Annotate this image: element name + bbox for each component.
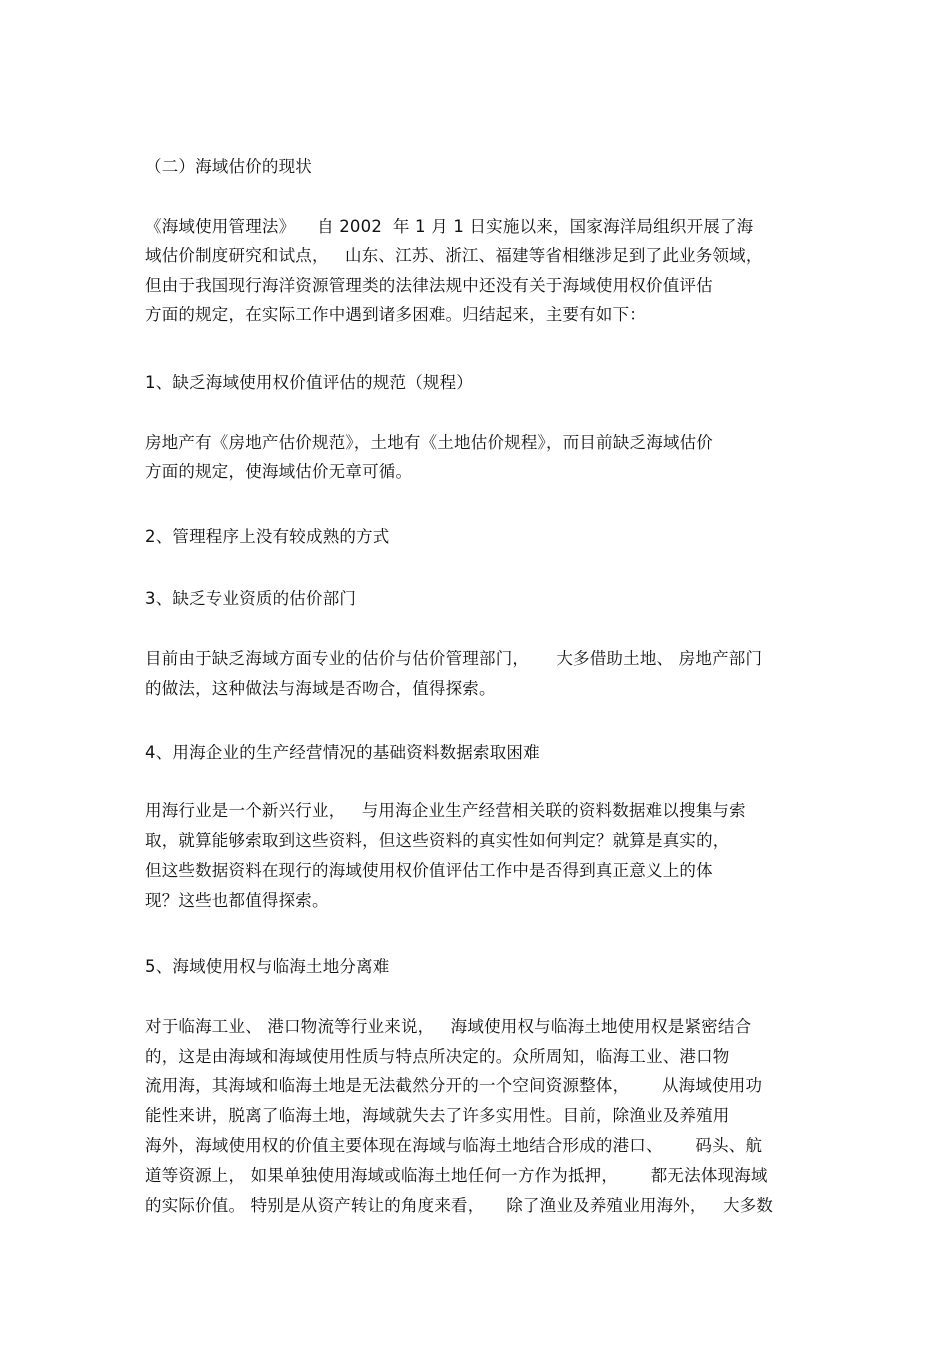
- intro-line: 方面的规定，在实际工作中遇到诸多困难。归结起来，主要有如下：: [145, 305, 646, 324]
- item-5-line: 道等资源上， 如果单独使用海域或临海土地任何一方作为抵押， 都无法体现海域: [145, 1166, 768, 1185]
- item-5-line: 的，这是由海域和海域使用性质与特点所决定的。众所周知，临海工业、港口物: [145, 1047, 730, 1066]
- item-5-line: 对于临海工业、 港口物流等行业来说， 海域使用权与临海土地使用权是紧密结合: [145, 1017, 752, 1036]
- section-title: （二）海域估价的现状: [145, 157, 312, 176]
- intro-line: 但由于我国现行海洋资源管理类的法律法规中还没有关于海域使用权价值评估: [145, 276, 713, 295]
- intro-line: 域估价制度研究和试点， 山东、江苏、浙江、福建等省相继涉足到了此业务领域，: [145, 246, 763, 265]
- item-5-line: 能性来讲，脱离了临海土地，海域就失去了许多实用性。目前，除渔业及养殖用: [145, 1106, 730, 1125]
- item-1-heading: 1、缺乏海域使用权价值评估的规范（规程）: [145, 373, 473, 392]
- item-4-line: 但这些数据资料在现行的海域使用权价值评估工作中是否得到真正意义上的体: [145, 861, 713, 880]
- item-3-line: 目前由于缺乏海域方面专业的估价与估价管理部门， 大多借助土地、 房地产部门: [145, 649, 763, 668]
- item-5-line: 海外，海域使用权的价值主要体现在海域与临海土地结合形成的港口、 码头、航: [145, 1136, 763, 1155]
- item-2-heading: 2、管理程序上没有较成熟的方式: [145, 527, 390, 546]
- intro-line: 《海域使用管理法》 自 2002 年 1 月 1 日实施以来，国家海洋局组织开展了海: [145, 217, 754, 236]
- item-4-line: 现？这些也都值得探索。: [145, 891, 329, 910]
- item-3-line: 的做法，这种做法与海域是否吻合，值得探索。: [145, 679, 496, 698]
- item-5-line: 流用海，其海域和临海土地是无法截然分开的一个空间资源整体， 从海域使用功: [145, 1076, 763, 1095]
- item-5-heading: 5、海域使用权与临海土地分离难: [145, 957, 390, 976]
- item-4-line: 用海行业是一个新兴行业， 与用海企业生产经营相关联的资料数据难以搜集与索: [145, 801, 746, 820]
- item-3-heading: 3、缺乏专业资质的估价部门: [145, 589, 357, 608]
- item-4-line: 取，就算能够索取到这些资料，但这些资料的真实性如何判定？就算是真实的，: [145, 831, 730, 850]
- item-5-line: 的实际价值。 特别是从资产转让的角度来看， 除了渔业及养殖业用海外， 大多数: [145, 1196, 774, 1215]
- item-1-line: 房地产有《房地产估价规范》，土地有《土地估价规程》，而目前缺乏海域估价: [145, 433, 713, 452]
- item-4-heading: 4、用海企业的生产经营情况的基础资料数据索取困难: [145, 743, 540, 762]
- item-1-line: 方面的规定，使海域估价无章可循。: [145, 462, 413, 481]
